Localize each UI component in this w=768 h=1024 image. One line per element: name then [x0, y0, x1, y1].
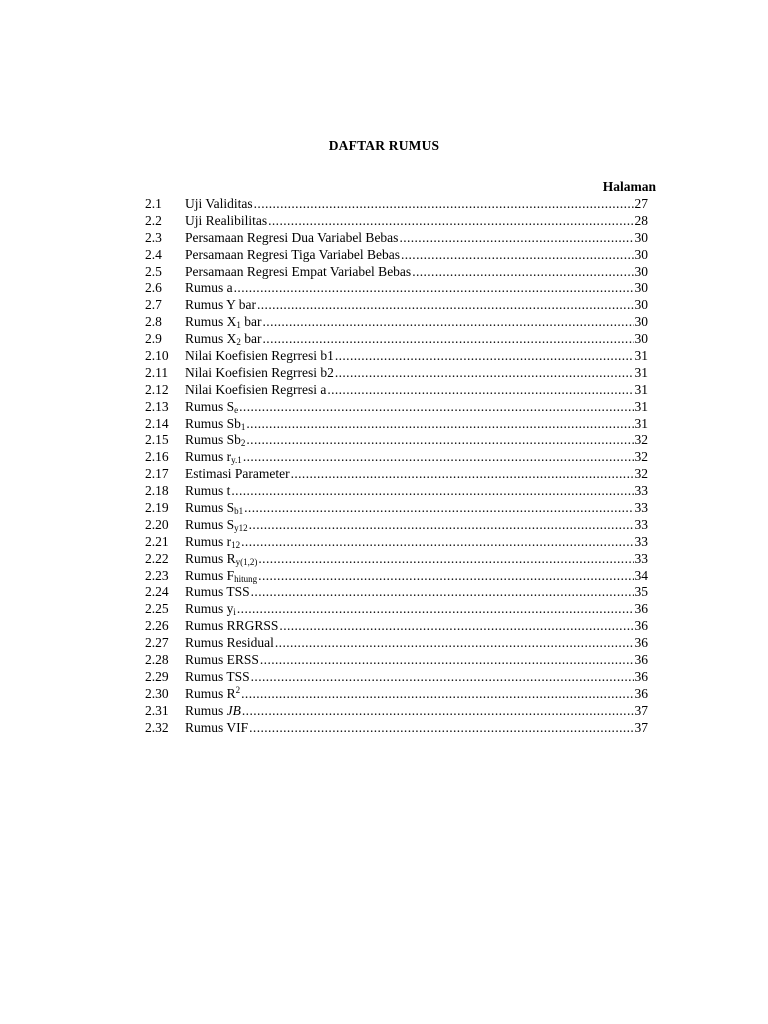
page-title: DAFTAR RUMUS: [328, 138, 440, 153]
entry-number: 2.21: [145, 533, 169, 549]
entry-number: 2.16: [145, 449, 169, 465]
entry-label: [185, 297, 256, 314]
list-item: [145, 365, 648, 382]
entry-subscript: y12: [234, 522, 248, 533]
list-item: [145, 601, 648, 618]
entry-label: [185, 618, 278, 635]
entry-label: [185, 247, 400, 264]
list-item: [145, 652, 648, 669]
entry-number: 2.19: [145, 500, 169, 516]
entry-label: [185, 635, 274, 652]
entry-subscript: y.1: [231, 455, 242, 466]
entry-label-text: Rumus t: [185, 483, 231, 499]
list-item: [145, 500, 648, 517]
entry-number: 2.22: [145, 550, 169, 566]
entry-label-text: Persamaan Regresi Empat Variabel Bebas: [185, 263, 412, 279]
dot-leader: [249, 517, 634, 534]
entry-number: 2.18: [145, 483, 169, 499]
list-item: [145, 280, 648, 297]
entry-number: 2.3: [145, 229, 162, 245]
entry-label-text: Persamaan Regresi Dua Variabel Bebas: [185, 229, 399, 245]
list-item: [145, 348, 648, 365]
entry-page-number: 33: [634, 516, 648, 532]
entry-label: [185, 196, 253, 213]
entry-label-text: Rumus Sb: [185, 415, 241, 431]
entry-label-text: Persamaan Regresi Tiga Variabel Bebas: [185, 246, 400, 262]
entry-page-number: 30: [634, 246, 648, 262]
dot-leader: [335, 365, 634, 382]
entry-label: [185, 652, 259, 669]
dot-leader: [257, 297, 634, 314]
entry-page-number: 36: [634, 668, 648, 684]
entry-label: [185, 669, 250, 686]
entry-page-number: 37: [634, 702, 648, 718]
entry-label: [185, 466, 290, 483]
dot-leader: [327, 382, 633, 399]
entry-label: [185, 348, 334, 365]
entry-label: [185, 432, 245, 449]
entry-page-number: 32: [634, 449, 648, 465]
dot-leader: [251, 584, 634, 601]
entry-label: [185, 703, 241, 720]
entry-label-text: Estimasi Parameter: [185, 466, 290, 482]
entry-label-text: Rumus R: [185, 550, 236, 566]
entry-number: 2.32: [145, 719, 169, 735]
list-item: [145, 466, 648, 483]
list-item: [145, 686, 648, 703]
entry-number: 2.20: [145, 516, 169, 532]
entry-page-number: 27: [634, 196, 648, 211]
list-item: [145, 720, 648, 737]
entry-label-text: Nilai Koefisien Regrresi b2: [185, 364, 334, 380]
entry-label-text: Rumus S: [185, 516, 235, 532]
entry-label-text: Uji Realibilitas: [185, 212, 268, 228]
entry-page-number: 30: [634, 331, 648, 347]
entry-page-number: 33: [634, 500, 648, 516]
entry-label-text: Rumus Y bar: [185, 297, 256, 313]
entry-subscript: b1: [234, 506, 244, 517]
entry-label: [185, 416, 245, 433]
list-item: [145, 618, 648, 635]
list-item: [145, 551, 648, 568]
page-column-header: Halaman: [602, 179, 656, 194]
entry-number: 2.9: [145, 331, 162, 347]
entry-label: [185, 280, 233, 297]
entry-number: 2.4: [145, 246, 162, 262]
entry-subscript: 1: [236, 320, 241, 331]
entry-number: 2.1: [145, 196, 162, 211]
entry-subscript: i: [233, 607, 236, 618]
entry-page-number: 33: [634, 483, 648, 499]
entry-number: 2.11: [145, 364, 169, 380]
entry-label-text: Rumus X: [185, 314, 237, 330]
list-item: [145, 264, 648, 281]
dot-leader: [401, 247, 634, 264]
list-item: [145, 314, 648, 331]
entry-page-number: 36: [634, 601, 648, 617]
entry-number: 2.17: [145, 466, 169, 482]
entry-label-text: Rumus TSS: [185, 584, 250, 600]
entry-label: [185, 568, 257, 585]
entry-label: [185, 264, 411, 281]
entry-label: [185, 686, 240, 703]
entry-label: [185, 331, 262, 348]
list-item: [145, 247, 648, 264]
dot-leader: [241, 686, 633, 703]
list-item: [145, 432, 648, 449]
list-item: [145, 703, 648, 720]
dot-leader: [251, 669, 634, 686]
entry-label-text: Rumus TSS: [185, 668, 250, 684]
dot-leader: [335, 348, 634, 365]
dot-leader: [243, 449, 634, 466]
entry-subscript: 1: [240, 421, 246, 432]
dot-leader: [231, 483, 633, 500]
list-item: [145, 669, 648, 686]
entry-label-text: Rumus X: [185, 331, 237, 347]
entry-page-number: 31: [634, 398, 648, 414]
dot-leader: [412, 264, 633, 281]
entry-page-number: 31: [634, 415, 648, 431]
dot-leader: [279, 618, 633, 635]
entry-subscript: 12: [231, 539, 241, 550]
entry-label: [185, 551, 257, 568]
entry-label: [185, 314, 262, 331]
dot-leader: [275, 635, 634, 652]
dot-leader: [399, 230, 633, 247]
entry-page-number: 32: [634, 432, 648, 448]
dot-leader: [234, 280, 634, 297]
entry-label: [185, 213, 267, 230]
entry-number: 2.27: [145, 635, 169, 651]
entry-page-number: 31: [634, 381, 648, 397]
list-item: [145, 534, 648, 551]
entry-subscript: 2: [240, 438, 246, 449]
entry-page-number: 30: [634, 314, 648, 330]
entry-page-number: 35: [634, 584, 648, 600]
list-item: [145, 568, 648, 585]
entry-number: 2.6: [145, 280, 162, 296]
entry-label-text: bar: [240, 331, 262, 347]
entry-label: [185, 601, 236, 618]
entry-label: [185, 517, 248, 534]
list-item: [145, 399, 648, 416]
entry-number: 2.8: [145, 314, 162, 330]
list-item: [145, 449, 648, 466]
entry-label-text: Rumus S: [185, 500, 235, 516]
entry-number: 2.5: [145, 263, 162, 279]
list-item: [145, 584, 648, 601]
entry-subscript: y(1,2): [235, 556, 258, 567]
entry-label-text: Rumus VIF: [185, 719, 249, 735]
entry-label-text: Nilai Koefisien Regrresi a: [185, 381, 327, 397]
entry-label-text: Nilai Koefisien Regrresi b1: [185, 348, 334, 364]
dot-leader: [249, 720, 633, 737]
entry-label-text: Uji Validitas: [185, 196, 253, 211]
list-item: [145, 382, 648, 399]
entry-label: [185, 230, 398, 247]
entry-label-text: Rumus a: [185, 280, 233, 296]
entry-label-text: Rumus Sb: [185, 432, 241, 448]
entry-page-number: 28: [634, 212, 648, 228]
entry-label: [185, 399, 238, 416]
entry-number: 2.15: [145, 432, 169, 448]
entry-number: 2.2: [145, 212, 162, 228]
entry-label-text: bar: [240, 314, 262, 330]
entry-label: [185, 584, 250, 601]
entry-page-number: 32: [634, 466, 648, 482]
entry-number: 2.7: [145, 297, 162, 313]
entry-page-number: 33: [634, 550, 648, 566]
entry-number: 2.23: [145, 567, 169, 583]
entry-number: 2.10: [145, 348, 169, 364]
entry-superscript: 2: [235, 684, 241, 695]
entry-page-number: 31: [634, 348, 648, 364]
entry-number: 2.13: [145, 398, 169, 414]
dot-leader: [263, 314, 634, 331]
entry-label: [185, 365, 334, 382]
entry-subscript: e: [234, 404, 239, 415]
dot-leader: [258, 551, 633, 568]
entry-number: 2.30: [145, 685, 169, 701]
dot-leader: [237, 601, 634, 618]
entry-page-number: 30: [634, 263, 648, 279]
dot-leader: [254, 196, 634, 213]
list-item: [145, 483, 648, 500]
dot-leader: [241, 534, 633, 551]
entry-label-text: Rumus r: [185, 449, 232, 465]
list-item: [145, 230, 648, 247]
entry-number: 2.28: [145, 652, 169, 668]
entry-label-text: Rumus r: [185, 533, 232, 549]
dot-leader: [263, 331, 634, 348]
dot-leader: [246, 432, 633, 449]
dot-leader: [244, 500, 633, 517]
entry-label-text: Rumus y: [185, 601, 234, 617]
entry-label-text: Rumus ERSS: [185, 652, 259, 668]
entry-label-text: Rumus S: [185, 398, 235, 414]
entry-label: [185, 500, 243, 517]
entry-label: [185, 483, 230, 500]
entry-label-text: Rumus Residual: [185, 635, 274, 651]
dot-leader: [260, 652, 634, 669]
entry-page-number: 33: [634, 533, 648, 549]
list-item: [145, 196, 648, 213]
list-item: [145, 517, 648, 534]
entry-label: [185, 534, 240, 551]
entry-page-number: 36: [634, 685, 648, 701]
dot-leader: [291, 466, 634, 483]
list-item: [145, 297, 648, 314]
entry-number: 2.31: [145, 702, 169, 718]
list-item: [145, 213, 648, 230]
entry-label-text: JB: [226, 702, 241, 718]
entry-number: 2.24: [145, 584, 169, 600]
entry-number: 2.14: [145, 415, 169, 431]
entry-label: [185, 449, 242, 466]
entry-page-number: 30: [634, 229, 648, 245]
list-item: [145, 635, 648, 652]
entry-label-text: Rumus F: [185, 567, 235, 583]
entry-number: 2.29: [145, 668, 169, 684]
dot-leader: [239, 399, 633, 416]
dot-leader: [242, 703, 634, 720]
dot-leader: [268, 213, 633, 230]
entry-page-number: 34: [634, 567, 648, 583]
entry-page-number: 36: [634, 618, 648, 634]
entry-label: [185, 382, 326, 399]
entry-page-number: 37: [634, 719, 648, 735]
entry-page-number: 36: [634, 635, 648, 651]
entry-page-number: 30: [634, 297, 648, 313]
entry-number: 2.25: [145, 601, 169, 617]
entry-label-text: Rumus: [185, 702, 227, 718]
list-item: [145, 331, 648, 348]
entry-page-number: 36: [634, 652, 648, 668]
entry-label: [185, 720, 248, 737]
formula-list: [145, 196, 648, 737]
dot-leader: [258, 568, 633, 585]
entry-label-text: Rumus R: [185, 685, 236, 701]
list-item: [145, 416, 648, 433]
entry-number: 2.12: [145, 381, 169, 397]
entry-label-text: Rumus RRGRSS: [185, 618, 279, 634]
entry-subscript: hitung: [234, 573, 258, 584]
entry-subscript: 2: [236, 337, 241, 348]
dot-leader: [246, 416, 633, 433]
entry-number: 2.26: [145, 618, 169, 634]
entry-page-number: 31: [634, 364, 648, 380]
entry-page-number: 30: [634, 280, 648, 296]
